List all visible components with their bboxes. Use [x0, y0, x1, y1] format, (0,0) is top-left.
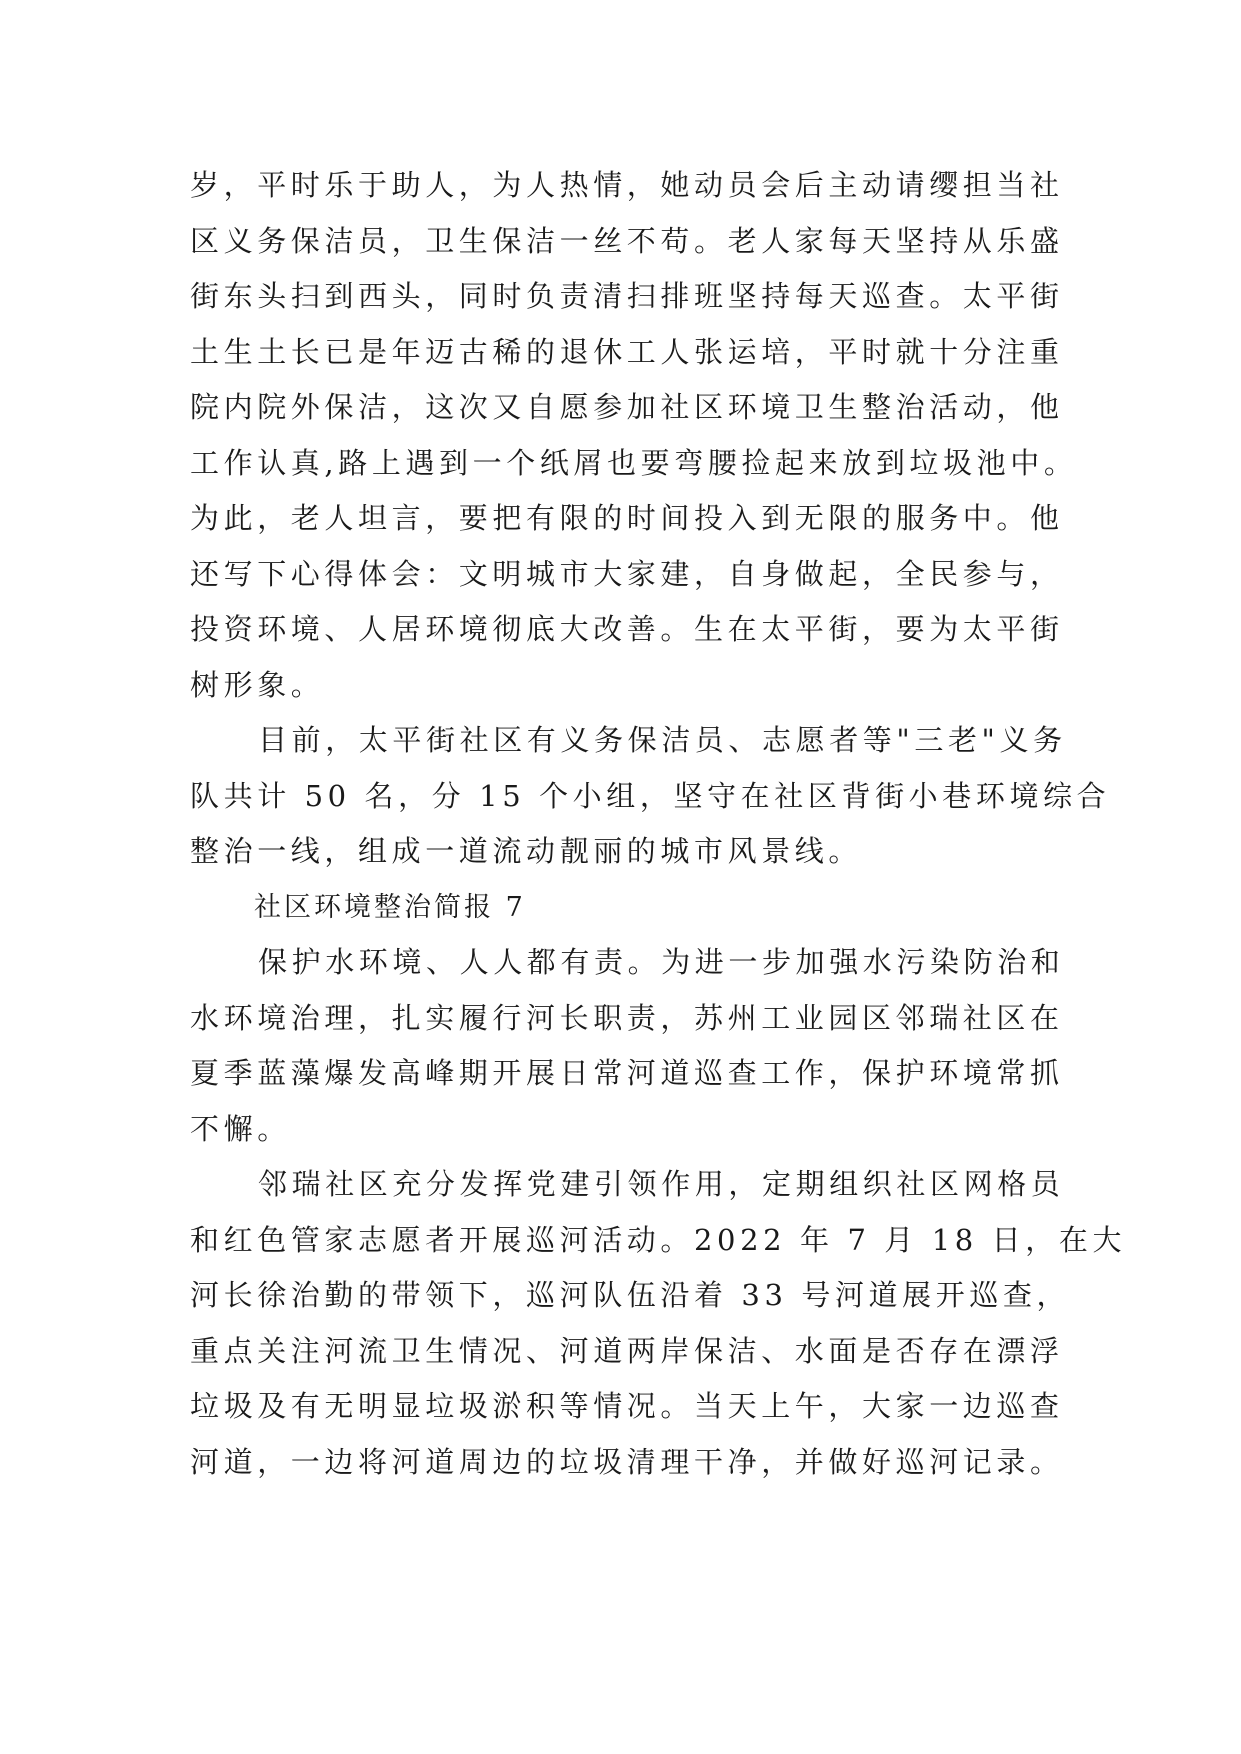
text-line: 夏季蓝藻爆发高峰期开展日常河道巡查工作，保护环境常抓	[190, 1056, 1064, 1090]
text-line: 投资环境、人居环境彻底大改善。生在太平街，要为太平街	[190, 612, 1064, 646]
text-line: 还写下心得体会：文明城市大家建，自身做起，全民参与，	[190, 556, 1064, 591]
text-line: 重点关注河流卫生情况、河道两岸保洁、水面是否存在漂浮	[190, 1333, 1064, 1368]
text-line: 不懈。	[190, 1111, 291, 1146]
text-line: 队共计 50 名，分 15 个小组，坚守在社区背街小巷环境综合	[190, 778, 1111, 813]
heading-text: 社区环境整治简报 7	[254, 891, 526, 923]
text-line: 目前，太平街社区有义务保洁员、志愿者等"三老"义务	[258, 723, 1067, 757]
text-line: 工作认真,路上遇到一个纸屑也要弯腰捡起来放到垃圾池中。	[190, 445, 1078, 480]
paragraph	[190, 713, 1111, 880]
text-line: 街东头扫到西头，同时负责清扫排班坚持每天巡查。太平街	[190, 279, 1064, 313]
document-body	[190, 158, 1127, 1490]
text-line: 整治一线，组成一道流动靓丽的城市风景线。	[190, 834, 863, 868]
text-line: 树形象。	[190, 667, 325, 702]
text-line: 垃圾及有无明显垃圾淤积等情况。当天上午，大家一边巡查	[190, 1389, 1064, 1423]
paragraph	[190, 158, 1078, 713]
paragraph	[190, 1157, 1127, 1490]
text-line: 为此，老人坦言，要把有限的时间投入到无限的服务中。他	[190, 501, 1064, 535]
text-line: 院内院外保洁，这次又自愿参加社区环境卫生整治活动，他	[190, 390, 1064, 424]
paragraph	[190, 935, 1070, 1157]
text-line: 水环境治理，扎实履行河长职责，苏州工业园区邻瑞社区在	[190, 1000, 1064, 1035]
text-line: 河长徐治勤的带领下，巡河队伍沿着 33 号河道展开巡查，	[190, 1278, 1071, 1312]
text-line: 岁，平时乐于助人，为人热情，她动员会后主动请缨担当社	[190, 168, 1064, 202]
text-line: 区义务保洁员，卫生保洁一丝不苟。老人家每天坚持从乐盛	[190, 223, 1064, 258]
section-heading	[190, 880, 1070, 936]
text-line: 和红色管家志愿者开展巡河活动。2022 年 7 月 18 日，在大	[190, 1222, 1127, 1257]
text-line: 邻瑞社区充分发挥党建引领作用，定期组织社区网格员	[258, 1167, 1065, 1201]
text-line: 保护水环境、人人都有责。为进一步加强水污染防治和	[258, 945, 1065, 979]
text-line: 土生土长已是年迈古稀的退休工人张运培，平时就十分注重	[190, 334, 1064, 369]
text-line: 河道，一边将河道周边的垃圾清理干净，并做好巡河记录。	[190, 1444, 1064, 1479]
